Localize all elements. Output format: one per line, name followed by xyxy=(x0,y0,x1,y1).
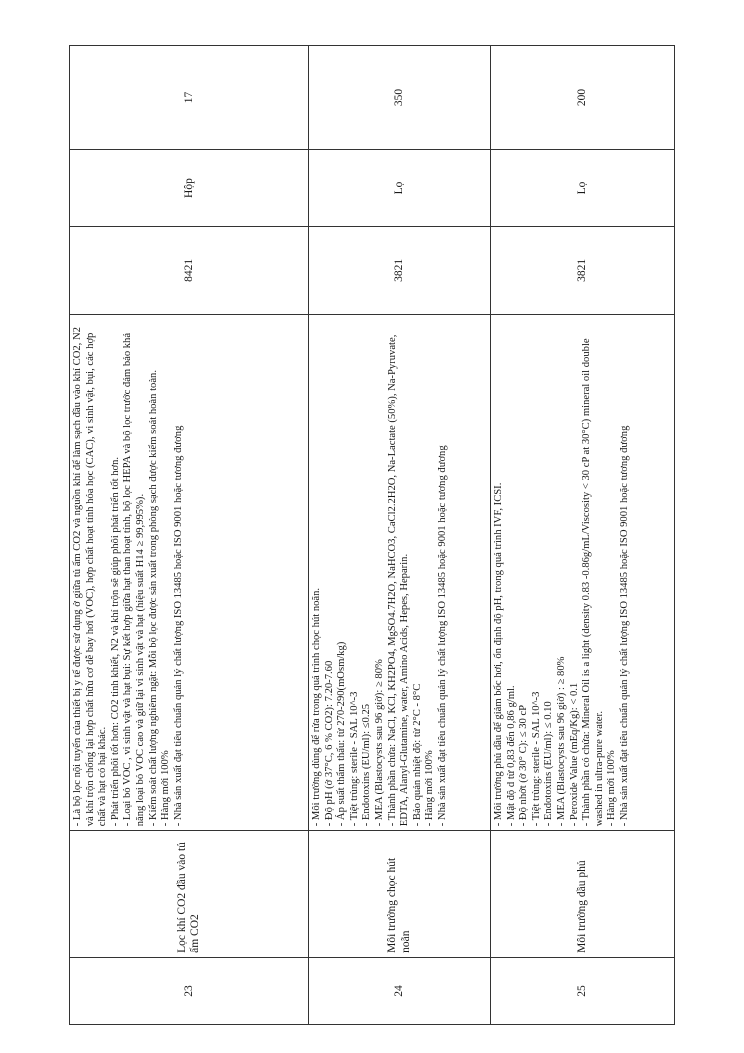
spec-line: - Endotoxins (EU/ml): ≤ 0.10 xyxy=(543,701,555,827)
spec-line: - Độ nhớt (ở 30° C): ≤ 30 cP xyxy=(518,704,530,827)
spec-line: - Endotoxins (EU/ml): ≤0.25 xyxy=(361,703,373,827)
item-name: Môi trường dầu phủ xyxy=(491,831,675,958)
spec-line: - Peroxide Value (mEq/Kg): < 0.1 xyxy=(568,682,580,827)
row-number: 24 xyxy=(309,957,491,1024)
item-code: 3821 xyxy=(491,227,675,314)
spec-line: - Nhà sản xuất đạt tiêu chuẩn quản lý chất lượng ISO 13485 hoặc 9001 hoặc tương đương xyxy=(436,445,448,827)
item-unit: Lọ xyxy=(491,149,675,226)
spec-line: - Nhà sản xuất đạt tiêu chuẩn quản lý chất lượng ISO 13485 hoặc ISO 9001 hoặc tương đương xyxy=(172,425,184,827)
item-spec xyxy=(491,314,675,831)
spec-line: - Tiệt trùng: sterile - SAL 10^-3 xyxy=(530,691,542,827)
spec-line: - Kiểm soát chất lượng nghiêm ngặt: Mỗi bộ lọc được sản xuất trong phòng sạch được kiểm soát hoàn toàn. xyxy=(147,370,159,827)
item-unit: Hộp xyxy=(70,149,309,226)
item-spec xyxy=(309,314,491,831)
spec-line: - Nhà sản xuất đạt tiêu chuẩn quản lý chất lượng ISO 13485 hoặc ISO 9001 hoặc tương đương xyxy=(618,425,630,827)
spec-line: - Thành phần có chứa: Mineral Oil is a light (density 0.83 -0.86g/mL/Viscosity < 30 cP at 30°C) mineral oil double washed in ultra-pure water. xyxy=(581,338,605,827)
item-name: Lọc khí CO2 đầu vào tủ ấm CO2 xyxy=(70,831,309,958)
table-row xyxy=(309,46,491,1025)
spec-line: - Loại bỏ VOC , vi sinh vật và hạt bụi: Sự kết hợp giữa hạt than hoạt tính, bộ lọc HEPA và bộ lọc trước đảm bảo khả năng loại bỏ VOC cao và giữ lại vi sinh vật và hạt (hiệu suất H14 ≥ 99,995%). xyxy=(122,332,146,827)
item-code: 3821 xyxy=(309,227,491,314)
spec-line: - Hàng mới 100% xyxy=(606,750,618,827)
item-code: 8421 xyxy=(70,227,309,314)
item-unit: Lọ xyxy=(309,149,491,226)
spec-line: - MEA (Blastocysts sau 96 giờ): ≥ 80% xyxy=(373,659,385,827)
table-row xyxy=(70,46,309,1025)
spec-line: - Môi trường phủ dầu để giảm bốc hơi, ổn định độ pH, trong quá trình IVF, ICSI. xyxy=(493,482,504,827)
row-number: 25 xyxy=(491,957,675,1024)
spec-line: - Môi trường dùng để rửa trong quá trình chọc hút noãn. xyxy=(311,587,322,827)
item-quantity: 350 xyxy=(309,46,491,150)
spec-line: - Thành phần chứa: NaCl, KCl, KH2PO4, MgSO4.7H2O, NaHCO3, CaCl2.2H2O, Na-Lactate (50%), Na-Pyruvate, EDTA, Alanyl-Glutamine, water, Amino Acids, Hepes, Heparin. xyxy=(386,334,411,827)
rotated-page xyxy=(69,45,674,1025)
spec-line: - MEA (Blastocysts sau 96 giờ) : ≥ 80% xyxy=(555,656,567,827)
spec-line: - Hàng mới 100% xyxy=(160,750,172,827)
spec-line: - Phát triển phôi tốt hơn: CO2 tinh khiết, N2 và khí trộn sẽ giúp phôi phát triển tốt hơn. xyxy=(109,456,121,827)
spec-line: - Là bộ lọc nội tuyến của thiết bị y tế được sử dụng ở giữa tủ ấm CO2 và nguồn khí để làm sạch đầu vào khí CO2, N2 và khí trộn chống lại hợp chất hữu cơ dễ bay hơi (VOC), hợp chất hoạt tính hóa học (CAC), vi sinh vật, bụi, các hợp chất và hạt có hại khác. xyxy=(72,327,109,827)
table-row xyxy=(491,46,675,1025)
spec-line: - Mật độ d từ 0,83 đến 0,86 g/ml. xyxy=(505,685,517,827)
item-quantity: 17 xyxy=(70,46,309,150)
item-spec xyxy=(70,314,309,831)
spec-line: - Hàng mới 100% xyxy=(424,750,436,827)
specification-table xyxy=(69,45,675,1025)
spec-line: - Bảo quản nhiệt độ: từ 2°C - 8°C xyxy=(411,683,423,827)
spec-line: - Tiệt trùng: sterile - SAL 10^-3 xyxy=(348,691,360,827)
row-number: 23 xyxy=(70,957,309,1024)
item-name: Môi trường chọc hút noãn xyxy=(309,831,491,958)
spec-line: - Áp suất thẩm thấu: từ 270-290(mOsm/kg) xyxy=(336,641,348,827)
spec-line: - Độ pH (ở 37°C, 6 % CO2): 7.20-7.60 xyxy=(323,660,335,827)
item-quantity: 200 xyxy=(491,46,675,150)
